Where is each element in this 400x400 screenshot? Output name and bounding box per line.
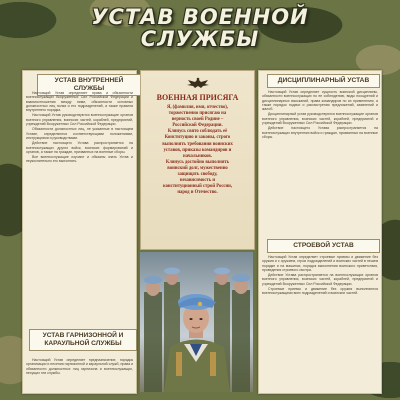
paragraph: Настоящий Устав определяет строевые приемы и движение без оружия и с оружием, строи подразделений и воинских частей в пешем порядке и на машинах, порядок выполнения воинского приветствия, проведения строевого смотра. xyxy=(262,255,378,272)
oath-line: Я, (фамилия, имя, отчество), xyxy=(166,105,229,110)
poster-title xyxy=(0,6,400,50)
paragraph: Строевые приемы и движение без оружия выполняются военнослужащими всех подразделений и воинских частей. xyxy=(262,287,378,296)
oath-line: Конституцию и законы, строго xyxy=(164,135,231,141)
paragraph: Обязанности должностных лиц, не указанные в настоящем Уставе, определяются соответствующими положениями, инструкциями и руководствами. xyxy=(26,127,133,140)
drill-text xyxy=(259,253,381,296)
soldiers-photo xyxy=(140,252,253,392)
oath-line: верность своей Родине – xyxy=(171,117,224,123)
paragraph: Настоящий Устав руководствуются военнослужащие органов военного управления, воинских частей, кораблей, предприятий, учреждений Вооруженных Сил Российской Федерации. xyxy=(26,113,133,127)
oath-card xyxy=(140,70,255,250)
oath-line: народ и Отечество. xyxy=(177,190,218,196)
garrison-service-heading: УСТАВ ГАРНИЗОННОЙ И КАРАУЛЬНОЙ СЛУЖБЫ xyxy=(29,329,137,351)
soldiers-illustration xyxy=(140,252,253,392)
paragraph: Дисциплинарный устав руководствуются военнослужащие органов военного управления, воинских частей, кораблей, предприятий и учреждений Вооруженных Сил Российской Федерации. xyxy=(262,112,378,126)
paragraph: Настоящий Устав определяет права и обязанности военнослужащих Вооруженных Сил Российской Федерации и взаимоотношения между ними, обязанности основных должностных лиц полка и его подразделений, а также правила внутреннего порядка. xyxy=(26,91,133,113)
left-panel xyxy=(22,70,137,394)
oath-line: Клянусь достойно выполнять xyxy=(165,159,230,165)
oath-line: независимость и xyxy=(179,178,216,184)
oath-line: защищать свободу, xyxy=(177,172,218,178)
paragraph: Все военнослужащие изучают и обязаны знать Устав и неукоснительно его выполнять. xyxy=(26,155,133,164)
oath-line: торжественно присягаю на xyxy=(168,111,227,117)
internal-service-heading: УСТАВ ВНУТРЕННЕЙ СЛУЖБЫ xyxy=(37,74,141,96)
oath-line: уставов, приказы командиров и xyxy=(163,147,232,153)
paragraph: Настоящий Устав определяет сущность воинской дисциплины, обязанности военнослужащих по ее соблюдению, виды поощрений и дисциплинарных взысканий, права командиров по их применению, а также порядок подачи и рассмотрения предложений, заявлений и жалоб. xyxy=(262,90,378,112)
oath-line: Клянусь свято соблюдать её xyxy=(167,129,228,135)
oath-title: ВОЕННАЯ ПРИСЯГА xyxy=(156,93,239,102)
oath-text xyxy=(146,105,249,196)
oath-line: выполнять требования воинских xyxy=(162,141,233,147)
title-line-2: СЛУЖБЫ xyxy=(140,27,260,51)
paragraph: Действие Устава распространяется на военнослужащих органов военного управления, воинских частей, кораблей, предприятий и учреждений Вооруженных Сил Российской Федерации. xyxy=(262,273,378,286)
eagle-emblem-icon xyxy=(185,77,211,89)
internal-service-text xyxy=(23,89,136,164)
oath-line: конституционный строй России, xyxy=(162,184,233,190)
oath-line: Российской Федерации. xyxy=(172,123,223,129)
title-line-1: УСТАВ ВОЕННОЙ xyxy=(91,5,309,29)
oath-line: начальников. xyxy=(183,153,212,159)
paragraph: Действие настоящего Устава распространяется на военнослужащих других войск, воинских формирований и органов, а также на граждан, призванных на военные сборы. xyxy=(26,141,133,154)
drill-heading: СТРОЕВОЙ УСТАВ xyxy=(267,239,380,253)
center-column xyxy=(140,70,253,392)
paragraph: Действие настоящего Устава распространяется на военнослужащих внутренних войск и граждан, призванных на военные сборы. xyxy=(262,126,378,139)
right-panel xyxy=(258,70,382,394)
disciplinary-heading: ДИСЦИПЛИНАРНЫЙ УСТАВ xyxy=(267,74,380,88)
garrison-service-text xyxy=(23,356,136,375)
disciplinary-text xyxy=(259,88,381,139)
oath-line: воинский долг, мужественно xyxy=(167,165,228,171)
paragraph: Настоящий Устав определяет предназначение, порядок организации и несения гарнизонной и караульной служб, права и обязанности должностных лиц гарнизона и военнослужащих, несущих эти службы. xyxy=(26,358,133,375)
